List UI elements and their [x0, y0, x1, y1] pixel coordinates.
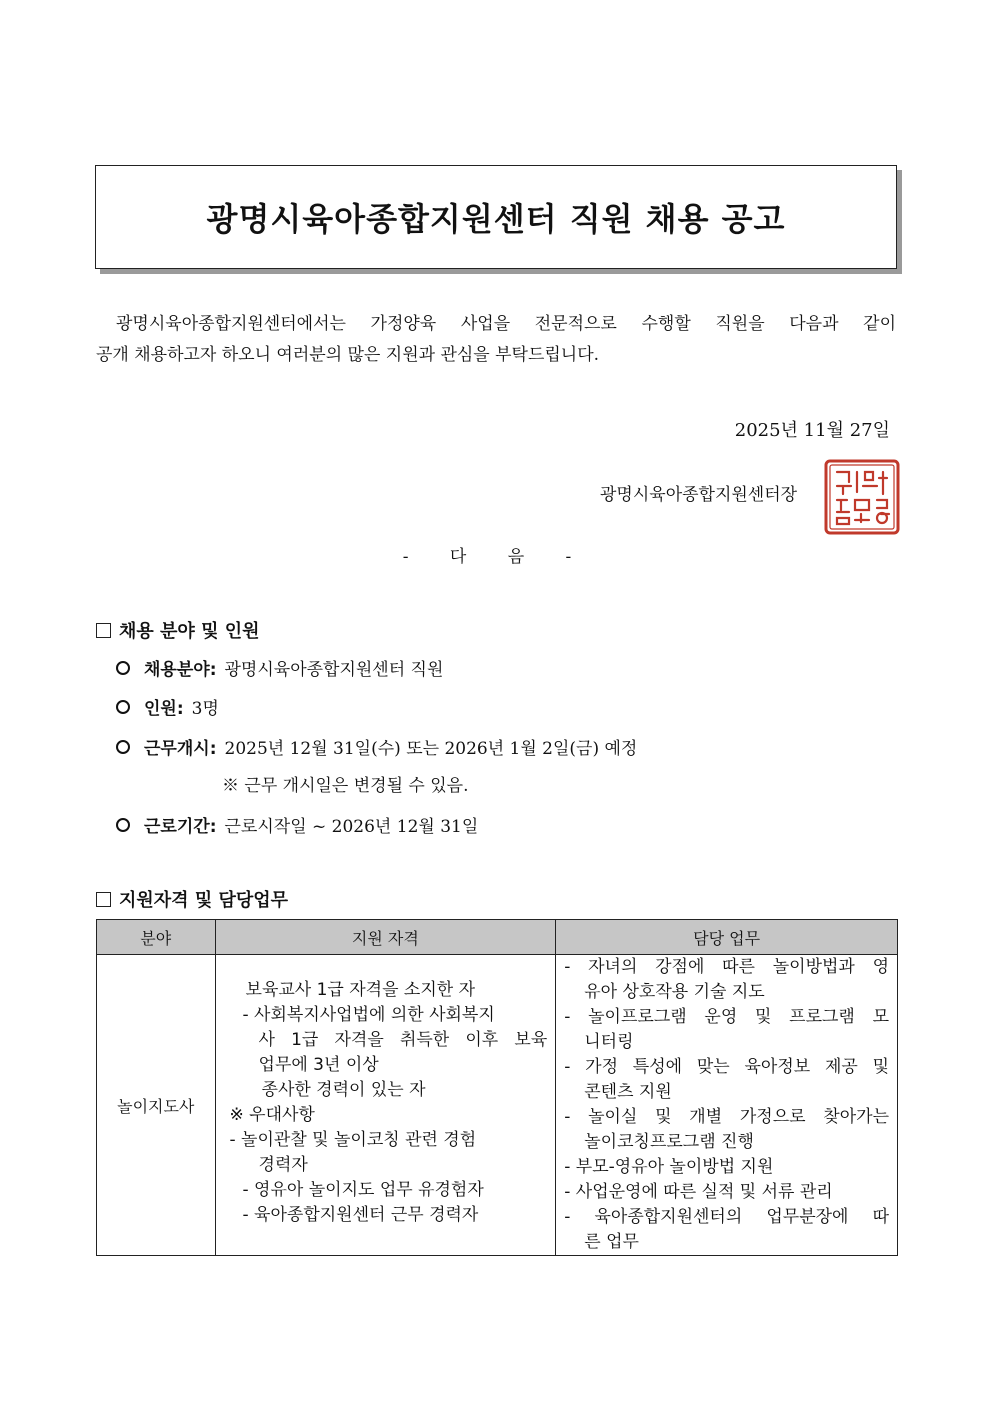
duty-line: 콘텐츠 지원	[584, 1082, 672, 1102]
duty-line: 른 업무	[584, 1232, 639, 1252]
item-label: 근로기간:	[144, 817, 217, 837]
item-start-date	[116, 734, 637, 759]
duty-line: - 놀이프로그램 운영 및 프로그램 모	[564, 1007, 889, 1027]
item-work-period	[116, 812, 478, 837]
item-label: 근무개시:	[144, 739, 217, 759]
duties-cell	[556, 955, 898, 1256]
section-heading-qualifications	[96, 886, 288, 912]
qualification-cell	[215, 955, 556, 1256]
issuer-name: 광명시육아종합지원센터장	[600, 485, 798, 505]
qualification-line: 사 1급 자격을 취득한 이후 보육	[258, 1030, 548, 1050]
item-headcount	[116, 694, 219, 719]
item-label: 채용분야:	[144, 660, 217, 680]
qualification-line: 보육교사 1급 자격을 소지한 자	[245, 980, 476, 1000]
official-seal	[823, 458, 901, 536]
item-value: 2025년 12월 31일(수) 또는 2026년 1월 2일(금) 예정	[224, 739, 638, 759]
column-header-duties: 담당 업무	[556, 920, 898, 955]
announcement-date: 2025년 11월 27일	[734, 420, 890, 441]
title-box	[95, 165, 897, 269]
qualification-line: 종사한 경력이 있는 자	[261, 1080, 426, 1100]
duty-line: - 육아종합지원센터의 업무분장에 따	[564, 1207, 889, 1227]
circle-bullet-icon	[116, 740, 130, 754]
qualification-line: 경력자	[258, 1155, 308, 1175]
circle-bullet-icon	[116, 661, 130, 675]
duty-line: 유아 상호작용 기술 지도	[584, 982, 765, 1002]
checkbox-square-icon	[96, 623, 111, 638]
duty-line: - 부모-영유아 놀이방법 지원	[564, 1157, 774, 1177]
column-header-qualification: 지원 자격	[215, 920, 556, 955]
item-label: 인원:	[144, 699, 184, 719]
checkbox-square-icon	[96, 892, 111, 907]
duty-line: - 자녀의 강점에 따른 놀이방법과 영	[564, 957, 889, 977]
duty-line: - 사업운영에 따른 실적 및 서류 관리	[564, 1182, 833, 1202]
start-date-note: ※ 근무 개시일은 변경될 수 있음.	[222, 776, 469, 796]
table-row	[97, 955, 898, 1256]
duty-line: - 놀이실 및 개별 가정으로 찾아가는	[564, 1107, 889, 1127]
section-heading-text: 지원자격 및 담당업무	[119, 890, 289, 911]
intro-line-1: 광명시육아종합지원센터에서는 가정양육 사업을 전문적으로 수행할 직원을 다음과 같이	[116, 314, 896, 334]
qualification-line: - 영유아 놀이지도 업무 유경험자	[242, 1180, 484, 1200]
section-heading-text: 채용 분야 및 인원	[119, 621, 260, 642]
field-cell: 놀이지도사	[97, 955, 216, 1256]
intro-line-2: 공개 채용하고자 하오니 여러분의 많은 지원과 관심을 부탁드립니다.	[96, 345, 600, 365]
duty-line: - 가정 특성에 맞는 육아정보 제공 및	[564, 1057, 889, 1077]
circle-bullet-icon	[116, 818, 130, 832]
item-value: 광명시육아종합지원센터 직원	[224, 660, 444, 680]
duty-line: 놀이코칭프로그램 진행	[584, 1132, 754, 1152]
qualification-line: 업무에 3년 이상	[258, 1055, 379, 1075]
qualification-line: ※ 우대사항	[229, 1105, 315, 1125]
item-value: 근로시작일 ~ 2026년 12월 31일	[224, 817, 479, 837]
table-header-row	[97, 920, 898, 955]
section-heading-recruitment	[96, 617, 260, 643]
circle-bullet-icon	[116, 700, 130, 714]
qualification-line: - 육아종합지원센터 근무 경력자	[242, 1205, 479, 1225]
duty-line: 니터링	[584, 1032, 634, 1052]
next-marker: - 다 음 -	[402, 547, 590, 567]
qualification-table	[96, 919, 898, 1256]
item-value: 3명	[191, 699, 219, 719]
qualification-line: - 사회복지사업법에 의한 사회복지	[242, 1005, 495, 1025]
item-field	[116, 655, 443, 680]
intro-paragraph	[96, 309, 896, 371]
column-header-field: 분야	[97, 920, 216, 955]
page-title: 광명시육아종합지원센터 직원 채용 공고	[206, 200, 786, 238]
qualification-line: - 놀이관찰 및 놀이코칭 관련 경험	[229, 1130, 477, 1150]
